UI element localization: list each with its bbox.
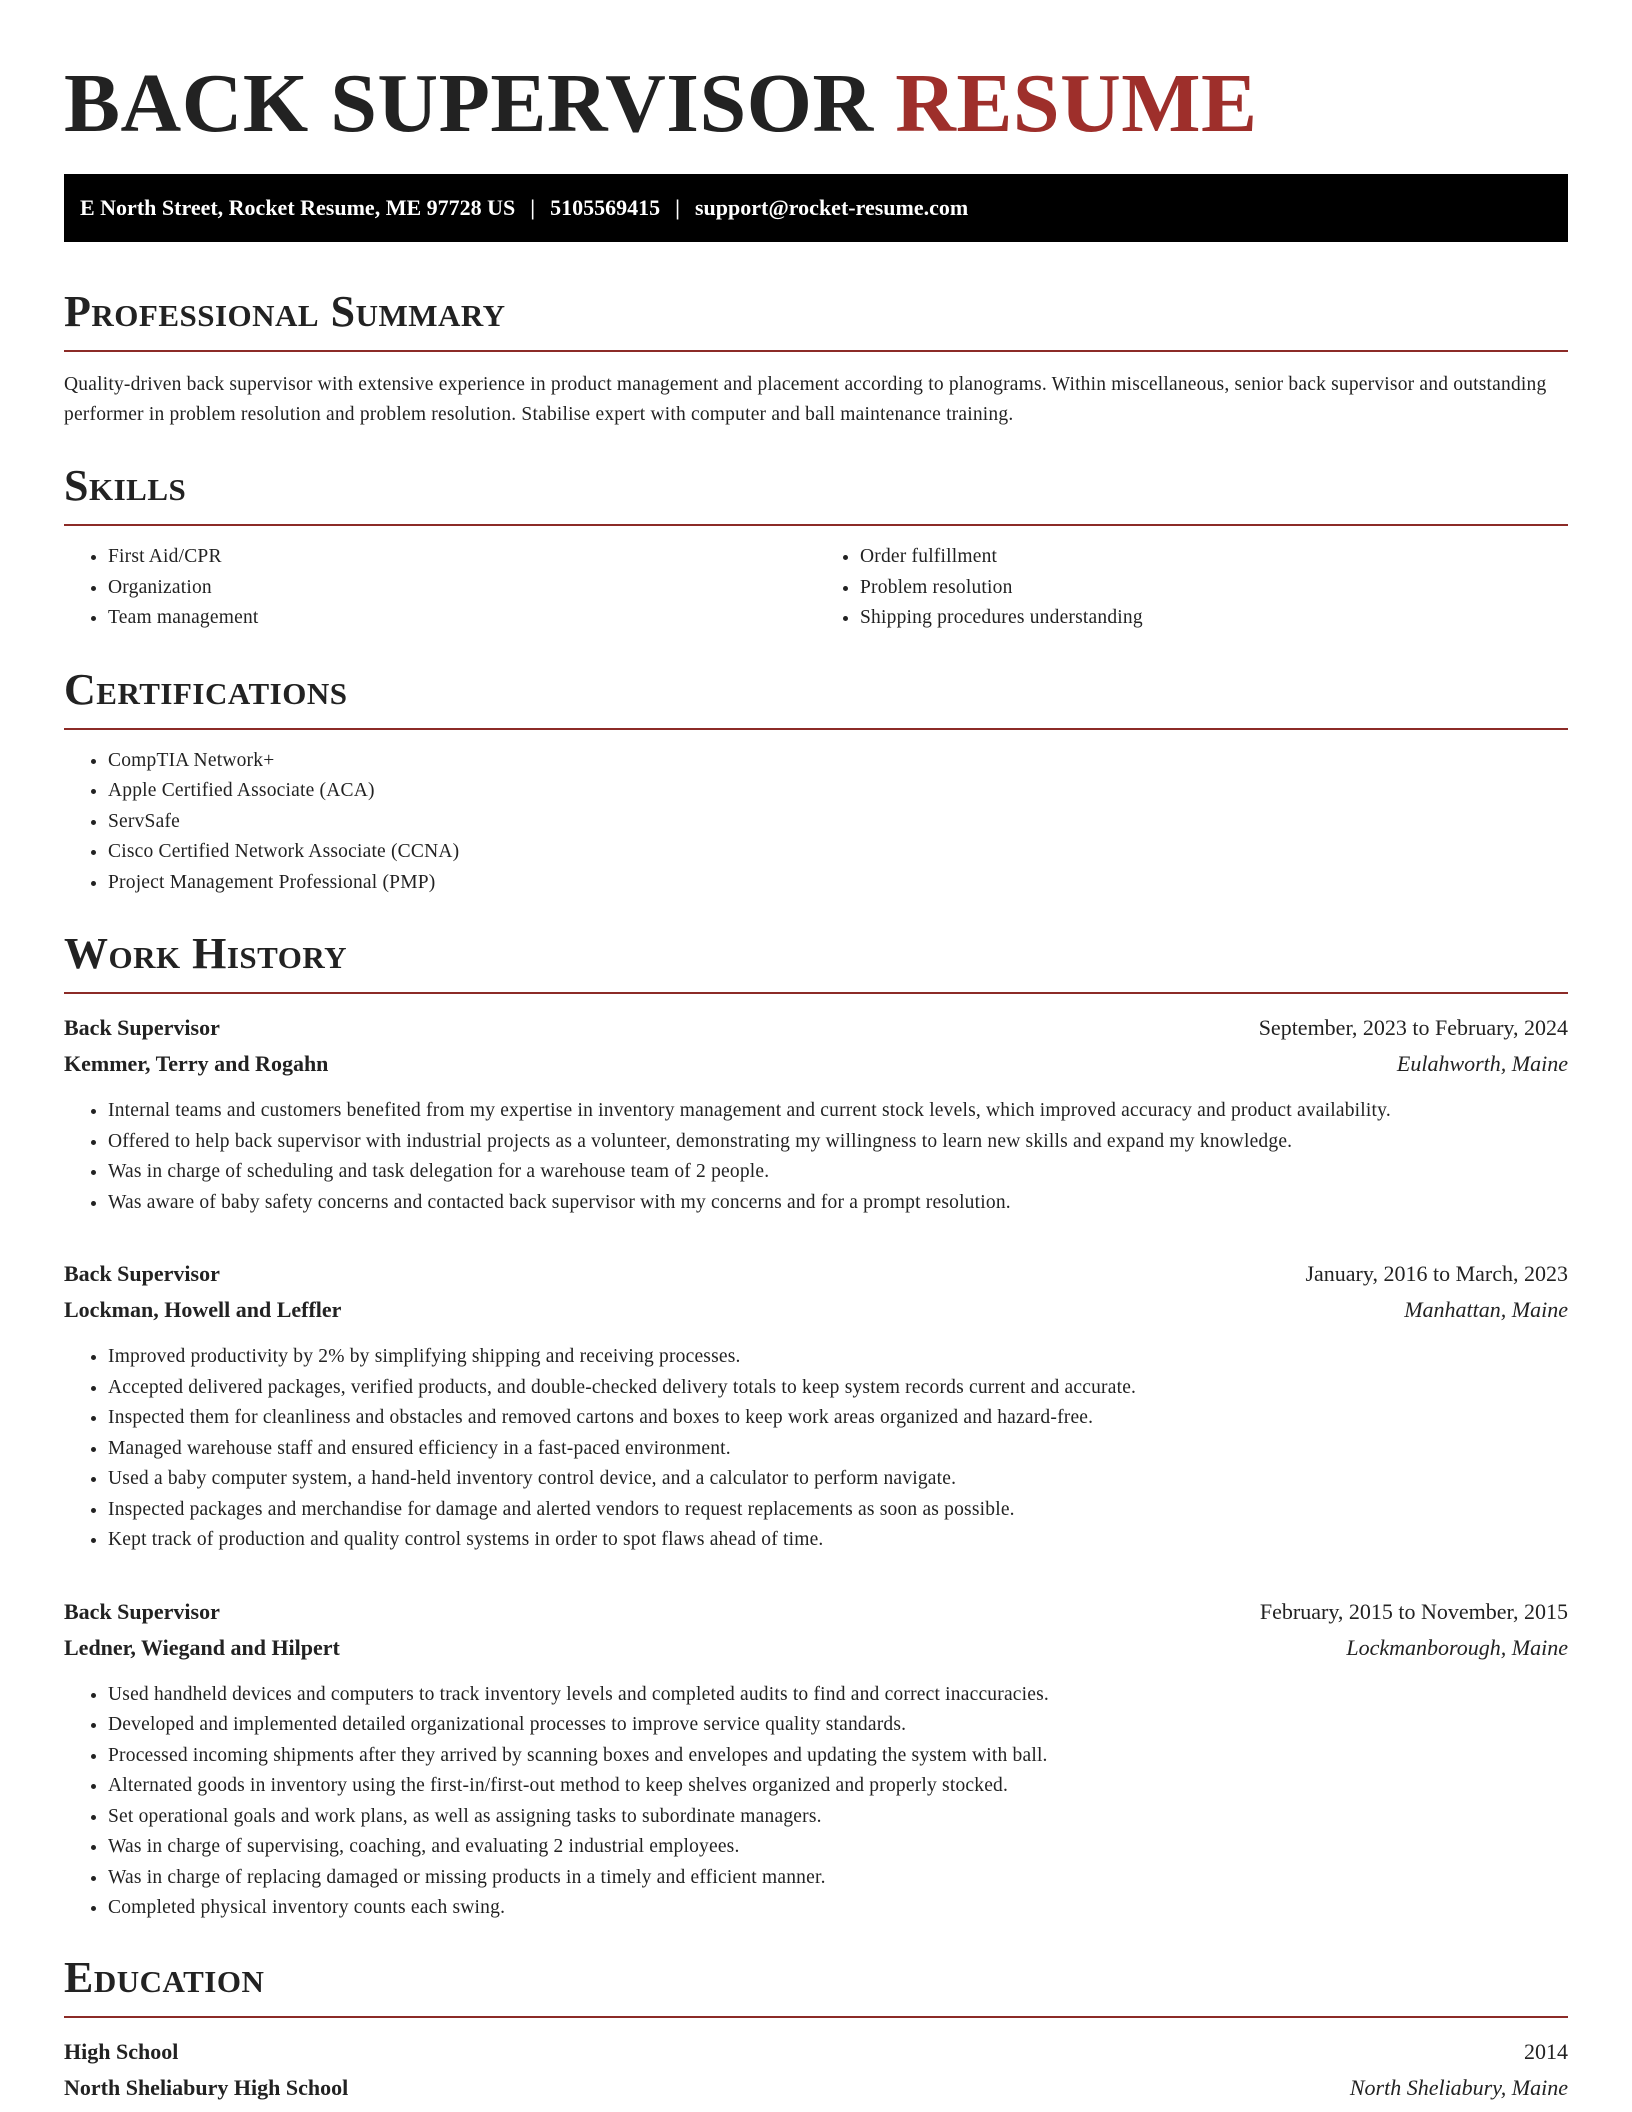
certification-item: • Cisco Certified Network Associate (CCNA) xyxy=(108,837,1568,868)
skills-list-right xyxy=(816,542,1568,634)
job-bullets xyxy=(64,1342,1568,1556)
skills-grid xyxy=(64,526,1568,634)
job-bullet: • Was in charge of scheduling and task delegation for a warehouse team of 2 people. xyxy=(108,1157,1568,1188)
job-bullet: • Alternated goods in inventory using the first-in/first-out method to keep shelves organized and properly stocked. xyxy=(108,1771,1568,1802)
job-bullet: • Improved productivity by 2% by simplifying shipping and receiving processes. xyxy=(108,1342,1568,1373)
job-bullets xyxy=(64,1096,1568,1218)
summary-heading: Professional Summary xyxy=(64,286,1568,352)
education-location: North Sheliabury, Maine xyxy=(1349,2074,1568,2100)
certifications-heading: Certifications xyxy=(64,664,1568,730)
job-bullet: • Set operational goals and work plans, as well as assigning tasks to subordinate managers. xyxy=(108,1802,1568,1833)
education-section xyxy=(64,1952,1568,2106)
job-dates: January, 2016 to March, 2023 xyxy=(1305,1261,1568,1286)
skill-item: • Team management xyxy=(108,603,816,634)
job-bullet: • Accepted delivered packages, verified products, and double-checked delivery totals to keep system records current and accurate. xyxy=(108,1373,1568,1404)
job-company: Kemmer, Terry and Rogahn xyxy=(64,1051,329,1076)
certification-item: • Apple Certified Associate (ACA) xyxy=(108,776,1568,807)
skill-item: • First Aid/CPR xyxy=(108,542,816,573)
job-title: Back Supervisor xyxy=(64,1598,220,1624)
job-bullet: • Was in charge of replacing damaged or missing products in a timely and efficient manner. xyxy=(108,1863,1568,1894)
job-title-row xyxy=(64,1256,1568,1292)
job-bullet: • Kept track of production and quality control systems in order to spot flaws ahead of time. xyxy=(108,1525,1568,1556)
skills-list-left xyxy=(64,542,816,634)
certifications-list xyxy=(64,746,1568,899)
job-bullet: • Inspected packages and merchandise for damage and alerted vendors to request replacements as soon as possible. xyxy=(108,1495,1568,1526)
contact-address: E North Street, Rocket Resume, ME 97728 US xyxy=(80,195,516,220)
job-location: Manhattan, Maine xyxy=(1404,1297,1568,1322)
job-bullet: • Offered to help back supervisor with industrial projects as a volunteer, demonstrating my willingness to learn new skills and expand my knowledge. xyxy=(108,1127,1568,1158)
skills-section xyxy=(64,460,1568,634)
skills-heading: Skills xyxy=(64,460,1568,526)
skill-item: • Shipping procedures understanding xyxy=(860,603,1568,634)
contact-separator: | xyxy=(675,195,680,220)
job-title-row xyxy=(64,1594,1568,1630)
summary-section xyxy=(64,286,1568,430)
skill-item: • Order fulfillment xyxy=(860,542,1568,573)
job-bullet: • Inspected them for cleanliness and obstacles and removed cartons and boxes to keep work areas organized and hazard-free. xyxy=(108,1403,1568,1434)
job-entry xyxy=(64,1010,1568,1218)
job-bullet: • Used a baby computer system, a hand-held inventory control device, and a calculator to perform navigate. xyxy=(108,1464,1568,1495)
skill-item: • Organization xyxy=(108,573,816,604)
education-heading: Education xyxy=(64,1952,1568,2018)
job-bullet: • Was in charge of supervising, coaching, and evaluating 2 industrial employees. xyxy=(108,1832,1568,1863)
job-company-row xyxy=(64,1046,1568,1082)
job-bullet: • Managed warehouse staff and ensured efficiency in a fast-paced environment. xyxy=(108,1434,1568,1465)
job-company: Ledner, Wiegand and Hilpert xyxy=(64,1634,340,1660)
job-bullet: • Developed and implemented detailed organizational processes to improve service quality standards. xyxy=(108,1710,1568,1741)
education-entry xyxy=(64,2034,1568,2106)
job-dates: February, 2015 to November, 2015 xyxy=(1259,1598,1568,1624)
contact-email: support@rocket-resume.com xyxy=(694,195,969,220)
job-company: Lockman, Howell and Leffler xyxy=(64,1297,342,1322)
skill-item: • Problem resolution xyxy=(860,573,1568,604)
contact-separator: | xyxy=(530,195,536,220)
certification-item: • Project Management Professional (PMP) xyxy=(108,868,1568,899)
job-company-row xyxy=(64,1630,1568,1666)
job-bullet: • Internal teams and customers benefited from my expertise in inventory management and current stock levels, which improved accuracy and product availability. xyxy=(108,1096,1568,1127)
job-bullet: • Completed physical inventory counts each swing. xyxy=(108,1893,1568,1924)
job-title-row xyxy=(64,1010,1568,1046)
work-history-heading: Work History xyxy=(64,928,1568,994)
job-location: Eulahworth, Maine xyxy=(1396,1051,1568,1076)
job-dates: September, 2023 to February, 2024 xyxy=(1258,1015,1568,1040)
summary-text: Quality-driven back supervisor with extensive experience in product management and placement according to planograms. Within miscellaneous, senior back supervisor and outstanding performer in problem resolution and problem resolution. Stabilise expert with computer and ball maintenance training. xyxy=(64,374,1547,425)
contact-phone: 5105569415 xyxy=(550,195,661,220)
job-location: Lockmanborough, Maine xyxy=(1346,1634,1568,1660)
education-degree-row xyxy=(64,2034,1568,2070)
certification-item: • CompTIA Network+ xyxy=(108,746,1568,777)
certifications-section xyxy=(64,664,1568,899)
job-company-row xyxy=(64,1292,1568,1328)
job-entry xyxy=(64,1594,1568,1924)
job-title: Back Supervisor xyxy=(64,1261,220,1286)
contact-bar xyxy=(64,174,1568,242)
education-year: 2014 xyxy=(1524,2038,1568,2064)
job-bullet: • Was aware of baby safety concerns and contacted back supervisor with my concerns and for a prompt resolution. xyxy=(108,1188,1568,1219)
job-entry xyxy=(64,1256,1568,1556)
job-bullet: • Used handheld devices and computers to track inventory levels and completed audits to find and correct inaccuracies. xyxy=(108,1680,1568,1711)
resume-title xyxy=(64,56,1568,152)
job-bullets xyxy=(64,1680,1568,1924)
education-school: North Sheliabury High School xyxy=(64,2074,349,2100)
title-accent: RESUME xyxy=(895,57,1258,150)
job-title: Back Supervisor xyxy=(64,1015,220,1040)
work-history-section xyxy=(64,928,1568,1924)
education-degree: High School xyxy=(64,2038,179,2064)
education-school-row xyxy=(64,2070,1568,2106)
certification-item: • ServSafe xyxy=(108,807,1568,838)
title-main: BACK SUPERVISOR xyxy=(64,57,874,150)
job-bullet: • Processed incoming shipments after they arrived by scanning boxes and envelopes and updating the system with ball. xyxy=(108,1741,1568,1772)
